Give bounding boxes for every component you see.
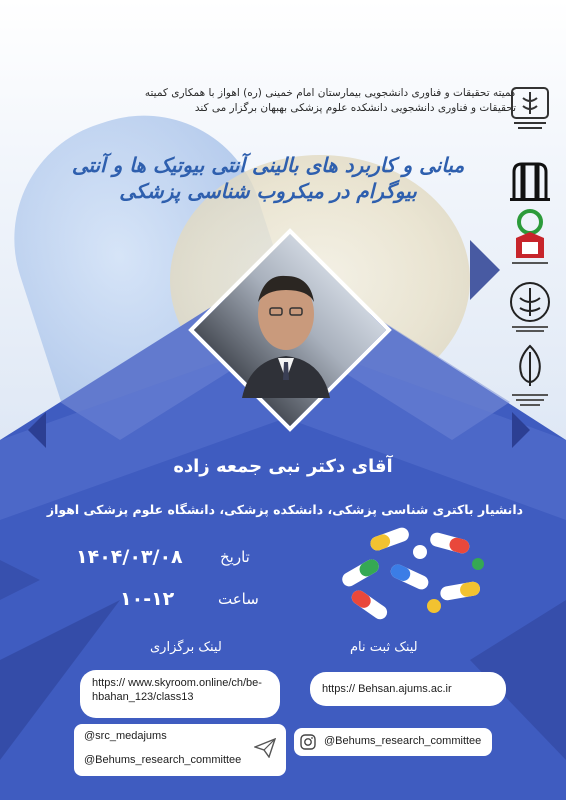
telegram-social-box bbox=[74, 724, 286, 776]
time-value: ۱۰-۱۲ bbox=[120, 588, 175, 610]
registration-link[interactable]: https:// Behsan.ajums.ac.ir bbox=[310, 672, 506, 706]
instagram-social-box bbox=[294, 728, 492, 756]
hosting-link[interactable]: https:// www.skyroom.online/ch/be-hbahan_123/class13 bbox=[80, 670, 280, 718]
instagram-handle[interactable]: @Behums_research_committee bbox=[324, 735, 482, 747]
speaker-affiliation: دانشیار باکتری شناسی پزشکی، دانشکده پزشکی، دانشگاه علوم پزشکی اهواز bbox=[46, 502, 524, 517]
telegram-handle-2[interactable]: @Behums_research_committee bbox=[84, 754, 242, 766]
hosting-link-label: لینک برگزاری bbox=[150, 640, 222, 655]
paper-plane-icon bbox=[254, 738, 276, 758]
speaker-name: آقای دکتر نبی جمعه زاده bbox=[173, 456, 393, 477]
telegram-handle-1[interactable]: @src_medajums bbox=[84, 730, 167, 742]
event-title: مبانی و کاربرد های بالینی آنتی بیوتیک ها و آنتی بیوگرام در میکروب شناسی پزشکی bbox=[71, 153, 465, 203]
speaker-photo bbox=[242, 268, 330, 398]
pills-illustration bbox=[330, 520, 490, 620]
time-label: ساعت bbox=[218, 590, 259, 608]
date-label: تاریخ bbox=[220, 548, 250, 566]
registration-link-label: لینک ثبت نام bbox=[350, 640, 418, 655]
date-value: ۱۴۰۴/۰۳/۰۸ bbox=[76, 546, 183, 568]
instagram-icon bbox=[300, 734, 316, 750]
organizer-text: کمیته تحقیقات و فناوری دانشجویی بیمارستان امام خمینی (ره) اهواز با همکاری کمیته تحقیقات و فناوری دانشجویی دانشکده علوم پزشکی بهبهان برگزار می کند bbox=[144, 87, 516, 114]
